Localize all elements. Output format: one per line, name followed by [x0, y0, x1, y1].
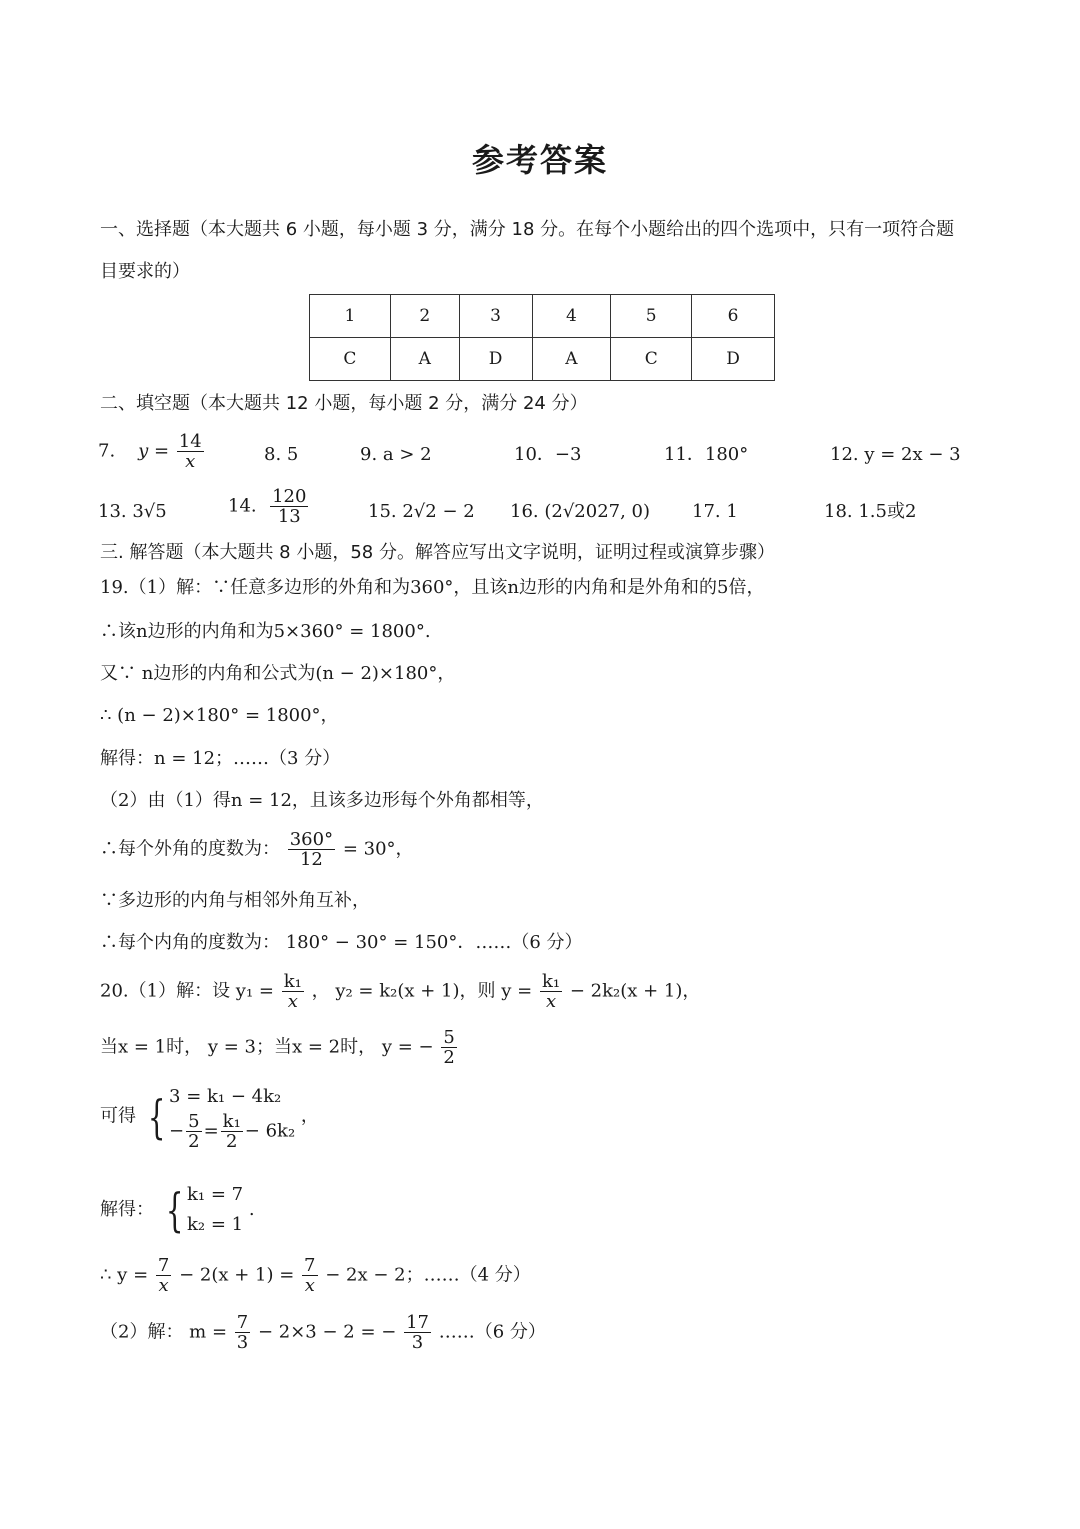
- text: = 30°，: [342, 838, 414, 860]
- fill-answer-11: 11．180°: [664, 444, 749, 465]
- denominator: x: [304, 1275, 315, 1296]
- table-cell: 2: [390, 295, 459, 338]
- fill-answer-14: [228, 487, 310, 526]
- fill-answer-15: 15. 2√2 − 2: [368, 501, 475, 522]
- text: .: [248, 1199, 255, 1220]
- numerator: 7: [304, 1255, 316, 1276]
- text: − 2k₂(x + 1)，: [569, 980, 701, 1002]
- table-cell: C: [310, 338, 391, 381]
- q19-line7: [100, 830, 414, 869]
- denominator: 13: [277, 506, 301, 527]
- denominator: 3: [236, 1332, 249, 1353]
- q19-line1: 19.（1）解：∵任意多边形的外角和为360°，且该n边形的内角和是外角和的5倍，: [100, 577, 765, 598]
- text: 当x = 1时， y = 3；当x = 2时， y = −: [100, 1036, 434, 1058]
- equation: k₂ = 1: [187, 1214, 244, 1235]
- denominator: x: [158, 1275, 169, 1296]
- fraction: [282, 972, 304, 1011]
- denominator: 12: [299, 849, 323, 870]
- fraction: [302, 1256, 317, 1295]
- text: 解得：: [100, 1199, 154, 1220]
- fill-answer-8: 8. 5: [264, 444, 299, 465]
- equation-system: [160, 1180, 243, 1240]
- fraction: [404, 1313, 431, 1352]
- denominator: x: [287, 991, 298, 1012]
- section2-heading: 二、填空题（本大题共 12 小题，每小题 2 分，满分 24 分）: [100, 393, 588, 414]
- table-cell: 5: [611, 295, 692, 338]
- fill-answer-18: 18. 1.5或2: [824, 501, 917, 522]
- text: ∴ y =: [100, 1264, 149, 1286]
- fill-answer-17: 17. 1: [692, 501, 738, 522]
- answer-text: y =: [138, 440, 170, 462]
- section3-heading: 三. 解答题（本大题共 8 小题，58 分。解答应写出文字说明，证明过程或演算步骤）: [100, 542, 775, 563]
- equation-system: [142, 1082, 295, 1151]
- system-lines: [169, 1082, 295, 1151]
- fill-answer-12: 12. y = 2x − 3: [830, 444, 961, 465]
- numerator: 7: [236, 1312, 249, 1333]
- denominator: 3: [411, 1332, 424, 1353]
- denominator: x: [185, 451, 196, 472]
- table-cell: D: [459, 338, 532, 381]
- table-cell: A: [390, 338, 459, 381]
- fill-answer-16: 16. (2√2027, 0): [510, 501, 651, 522]
- fraction: [270, 487, 308, 526]
- q20-line2: [100, 1028, 459, 1067]
- fraction: [221, 1112, 243, 1151]
- numerator: 14: [178, 431, 202, 452]
- denominator: 2: [443, 1047, 455, 1068]
- numerator: k₁: [283, 971, 302, 992]
- text: −: [169, 1120, 185, 1142]
- fraction: [177, 432, 204, 471]
- page-title: 参考答案: [471, 141, 608, 179]
- numerator: k₁: [222, 1111, 241, 1132]
- numerator: k₁: [541, 971, 561, 992]
- q19-line6: （2）由（1）得n = 12，且该多边形每个外角都相等，: [100, 790, 544, 811]
- text: 20.（1）解：设 y₁ =: [100, 980, 274, 1002]
- fraction: [441, 1028, 456, 1067]
- text: （2）解： m =: [100, 1321, 228, 1343]
- q20-line6: [100, 1313, 546, 1352]
- equation: [169, 1112, 295, 1151]
- text: ……（6 分）: [438, 1321, 546, 1343]
- equation: 3 = k₁ − 4k₂: [169, 1086, 282, 1107]
- q20-line3: [100, 1082, 319, 1151]
- text: 可得: [100, 1105, 136, 1127]
- numerator: 5: [443, 1027, 455, 1048]
- text: − 6k₂: [244, 1120, 296, 1142]
- denominator: x: [545, 991, 557, 1012]
- question-number: 7.: [98, 440, 116, 462]
- brace-icon: {: [165, 1183, 184, 1237]
- choice-answer-table: [309, 294, 775, 381]
- fraction: [156, 1256, 171, 1295]
- denominator: 2: [225, 1131, 238, 1152]
- text: ∴每个外角的度数为：: [100, 838, 280, 860]
- q19-line4: ∴ (n − 2)×180° = 1800°，: [100, 705, 339, 726]
- system-lines: [187, 1180, 243, 1240]
- table-cell: 4: [532, 295, 611, 338]
- table-cell: D: [692, 338, 775, 381]
- numerator: 7: [157, 1255, 170, 1276]
- section1-heading-line1: 一、选择题（本大题共 6 小题，每小题 3 分，满分 18 分。在每个小题给出的四个选项中，只有一项符合题: [100, 219, 955, 240]
- q20-line4: [100, 1180, 255, 1240]
- table-cell: 3: [459, 295, 532, 338]
- text: =: [203, 1120, 219, 1142]
- q20-line1: [100, 972, 700, 1011]
- text: − 2×3 − 2 = −: [257, 1321, 397, 1343]
- numerator: 360°: [289, 829, 334, 850]
- denominator: 2: [188, 1131, 200, 1152]
- q19-line5: 解得：n = 12；……（3 分）: [100, 748, 341, 769]
- q19-line9: ∴每个内角的度数为： 180° − 30° = 150°．……（6 分）: [100, 932, 583, 953]
- fraction: [235, 1313, 250, 1352]
- text: − 2(x + 1) =: [179, 1264, 295, 1286]
- equation: k₁ = 7: [187, 1184, 244, 1205]
- fill-answer-9: 9. a > 2: [360, 444, 432, 465]
- section1-heading-line2: 目要求的）: [100, 261, 190, 282]
- text: ，: [300, 1105, 319, 1127]
- table-cell: A: [532, 338, 611, 381]
- table-row-answers: [310, 338, 775, 381]
- fill-answer-7: [98, 432, 206, 471]
- question-number: 14.: [228, 495, 257, 517]
- q19-line3: 又∵ n边形的内角和公式为(n − 2)×180°，: [100, 663, 456, 684]
- text: ， y₂ = k₂(x + 1)，则 y =: [311, 980, 533, 1002]
- table-row-numbers: [310, 295, 775, 338]
- fraction: [288, 830, 335, 869]
- numerator: 120: [272, 486, 307, 507]
- fraction: [540, 972, 562, 1011]
- q19-line2: ∴该n边形的内角和为5×360° = 1800°.: [100, 621, 431, 642]
- fill-answer-13: 13. 3√5: [98, 501, 167, 522]
- table-cell: 6: [692, 295, 775, 338]
- table-cell: 1: [310, 295, 391, 338]
- table-cell: C: [611, 338, 692, 381]
- text: − 2x − 2；……（4 分）: [325, 1264, 531, 1286]
- fraction: [186, 1112, 201, 1151]
- numerator: 17: [406, 1312, 429, 1333]
- brace-icon: {: [147, 1089, 166, 1144]
- fill-answer-10: 10．−3: [514, 444, 582, 465]
- numerator: 5: [188, 1111, 200, 1132]
- q19-line8: ∵多边形的内角与相邻外角互补，: [100, 890, 370, 911]
- q20-line5: [100, 1256, 531, 1295]
